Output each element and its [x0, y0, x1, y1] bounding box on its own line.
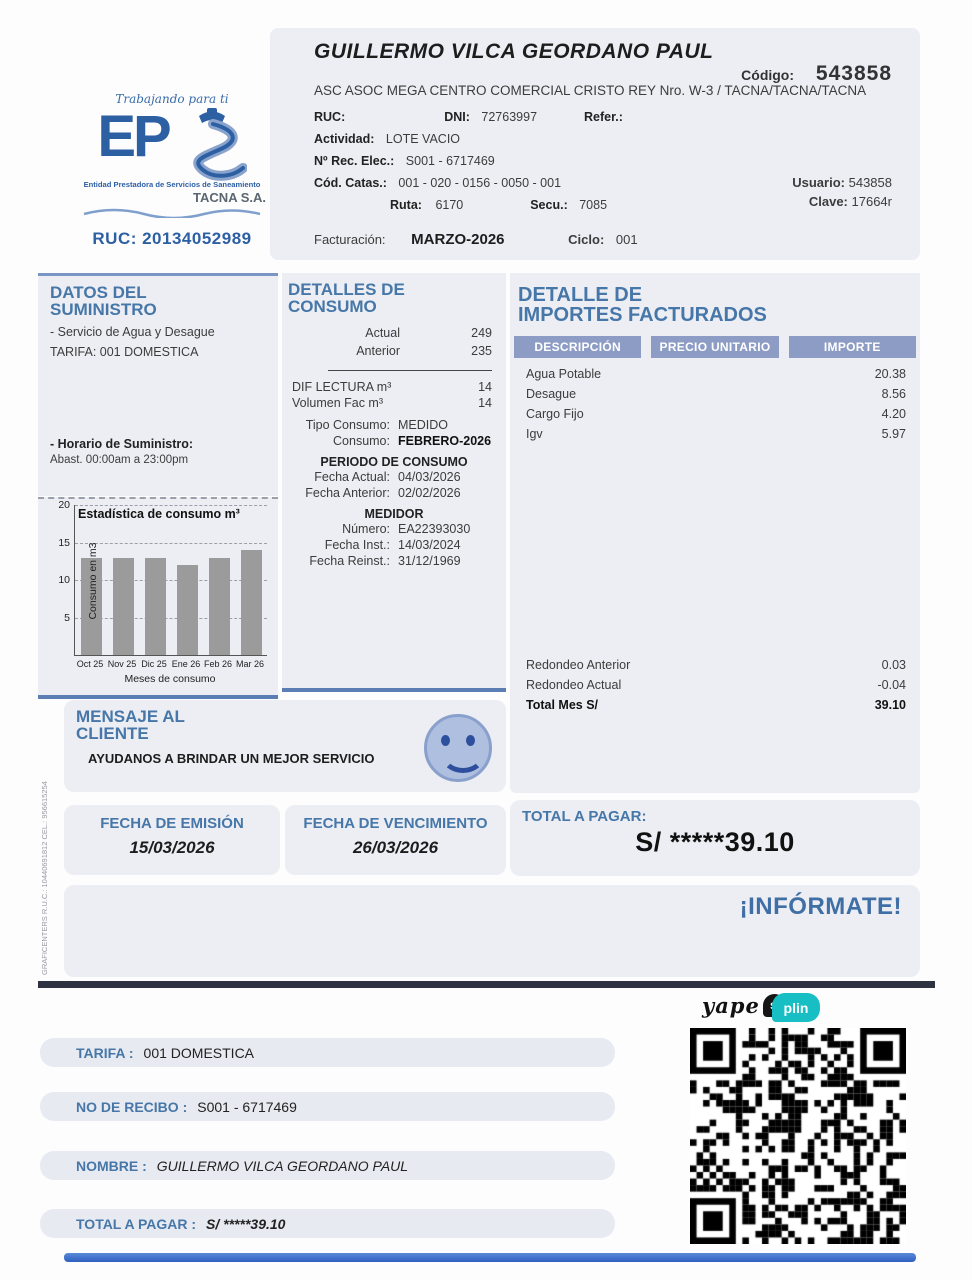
rec-elec-value: S001 - 6717469 [405, 154, 495, 168]
consumption-chart [38, 497, 278, 699]
reading-divider [328, 370, 492, 371]
logo-ep-letters: EP [97, 104, 169, 169]
chart-bar [209, 558, 230, 656]
secu-label: Secu.: [530, 198, 568, 212]
stub-row: NOMBRE : GUILLERMO VILCA GEORDANO PAUL [40, 1151, 615, 1180]
summary-row: Redondeo Anterior 0.03 [526, 658, 906, 672]
total-to-pay-label: TOTAL A PAGAR: [522, 808, 647, 825]
billed-amounts-panel [510, 273, 920, 793]
logo-ruc: RUC: 20134052989 [92, 229, 252, 248]
row-cod-catas [314, 176, 561, 190]
clave-value: 17664r [851, 194, 892, 209]
due-date-value: 26/03/2026 [352, 838, 439, 857]
emission-date-label: FECHA DE EMISIÓN [100, 815, 244, 832]
usuario-label: Usuario: [792, 175, 845, 190]
table-row: Igv 5.97 [526, 426, 906, 441]
reading-anterior: Anterior 235 [356, 343, 492, 358]
chart-ytick: 5 [64, 611, 70, 624]
due-date-label: FECHA DE VENCIMIENTO [303, 815, 488, 832]
chart-xtick: Nov 25 [107, 659, 137, 669]
summary-row: Redondeo Actual -0.04 [526, 678, 906, 692]
ciclo-value: 001 [615, 232, 638, 247]
plin-logo: plin [772, 993, 820, 1022]
codigo-value: 543858 [815, 62, 892, 85]
emission-date-value: 15/03/2026 [129, 838, 215, 857]
chart-xlabel: Meses de consumo [124, 673, 216, 685]
consumption-title: DETALLES DE CONSUMO [288, 280, 405, 317]
total-to-pay-box [510, 800, 920, 876]
eps-logo [74, 92, 270, 249]
chart-xtick: Feb 26 [203, 659, 233, 669]
smiley-face-icon [424, 714, 492, 782]
fecha-anterior: Fecha Anterior: 02/02/2026 [305, 485, 461, 500]
wave-icon [82, 208, 262, 218]
chart-xtick: Dic 25 [141, 659, 167, 669]
supply-service: - Servicio de Agua y Desague [50, 324, 215, 339]
ruta-label: Ruta: [390, 198, 422, 212]
logo-company: TACNA S.A. [193, 190, 266, 205]
stub-row: TOTAL A PAGAR : S/ *****39.10 [40, 1209, 615, 1238]
separator-bar [38, 981, 935, 988]
ciclo-label: Ciclo: [568, 232, 605, 247]
fecha-inst: Fecha Inst.: 14/03/2024 [324, 537, 461, 552]
row-ruc-dni-refer [314, 110, 623, 124]
chart-ytick: 15 [58, 536, 70, 549]
due-date-box [285, 805, 506, 875]
billing-rows [510, 364, 920, 444]
chart-ytick: 20 [58, 499, 70, 511]
consumo-mes: Consumo: FEBRERO-2026 [333, 433, 492, 448]
column-header: DESCRIPCIÓN [514, 336, 641, 358]
chart-bar [145, 558, 166, 656]
reading-actual: Actual 249 [365, 325, 492, 340]
bottom-blue-bar [64, 1253, 916, 1262]
medidor-numero: Número: EA22393030 [342, 521, 471, 536]
summary-row: Total Mes S/ 39.10 [526, 698, 906, 712]
row-actividad [314, 132, 460, 146]
row-rec-elec [314, 154, 495, 168]
chart-xticks [74, 659, 266, 669]
billing-column-headers [514, 336, 916, 358]
supply-title: DATOS DEL SUMINISTRO [50, 283, 157, 320]
chart-bar [113, 558, 134, 656]
header-account-panel [270, 28, 920, 260]
actividad-label: Actividad: [314, 132, 375, 146]
payment-qr-code [690, 1028, 906, 1244]
column-header: IMPORTE [789, 336, 916, 358]
secu-value: 7085 [579, 198, 608, 212]
chart-title: Estadística de consumo m³ [78, 507, 240, 521]
chart-xtick: Ene 26 [171, 659, 201, 669]
consumption-details-panel [282, 273, 506, 692]
billing-title: DETALLE DE IMPORTES FACTURADOS [518, 284, 767, 327]
row-ruta-secu [390, 198, 607, 212]
customer-name: GUILLERMO VILCA GEORDANO PAUL [314, 40, 714, 63]
row-facturacion [314, 231, 638, 248]
message-title: MENSAJE AL CLIENTE [76, 707, 185, 744]
logo-subtitle: Entidad Prestadora de Servicios de Saneamiento [83, 180, 261, 189]
printer-credit-vertical-text: GRAFICENTERS R.U.C.: 10440691812 CEL.: 956615254 [40, 781, 49, 975]
usuario-clave [792, 173, 892, 211]
clave-label: Clave: [808, 194, 848, 209]
chart-bars [75, 505, 267, 655]
informate-text: ¡INFÓRMATE! [739, 893, 902, 920]
ruc-label: RUC: [314, 110, 346, 124]
water-s-faucet-icon [169, 106, 247, 189]
tipo-consumo: Tipo Consumo: MEDIDO [305, 417, 448, 432]
customer-address: ASC ASOC MEGA CENTRO COMERCIAL CRISTO REY Nro. W-3 / TACNA/TACNA/TACNA [314, 83, 867, 98]
dni-value: 72763997 [481, 110, 538, 124]
stub-row: TARIFA : 001 DOMESTICA [40, 1038, 615, 1067]
total-to-pay-value: S/ *****39.10 [635, 827, 795, 857]
periodo-title: PERIODO DE CONSUMO [320, 454, 468, 469]
stub-row: NO DE RECIBO : S001 - 6717469 [40, 1092, 615, 1121]
chart-xtick: Mar 26 [235, 659, 264, 669]
table-row: Desague 8.56 [526, 386, 906, 401]
usuario-value: 543858 [848, 175, 892, 190]
facturacion-value: MARZO-2026 [411, 231, 505, 248]
logo-tagline: Trabajando para ti [115, 92, 229, 106]
fecha-actual: Fecha Actual: 04/03/2026 [314, 469, 461, 484]
supply-tarifa: TARIFA: 001 DOMESTICA [50, 344, 199, 359]
facturacion-label: Facturación: [314, 232, 386, 247]
chart-ylabel: Consumo en m3 [87, 542, 99, 620]
fecha-reinst: Fecha Reinst.: 31/12/1969 [309, 553, 461, 568]
cod-catas-label: Cód. Catas.: [314, 176, 387, 190]
rec-elec-label: Nº Rec. Elec.: [314, 154, 395, 168]
codigo-label: Código: [741, 67, 795, 83]
chart-ytick: 10 [58, 574, 70, 586]
ruta-value: 6170 [435, 198, 464, 212]
supply-schedule-label: - Horario de Suministro: [50, 436, 194, 451]
customer-message-panel [64, 700, 506, 792]
supply-data-panel [38, 273, 278, 496]
actividad-value: LOTE VACIO [385, 132, 461, 146]
message-body: AYUDANOS A BRINDAR UN MEJOR SERVICIO [88, 750, 375, 766]
chart-bar [177, 565, 198, 655]
dni-label: DNI: [444, 110, 470, 124]
billing-summary [510, 655, 920, 715]
cod-catas-value: 001 - 020 - 0156 - 0050 - 001 [398, 176, 562, 190]
table-row: Agua Potable 20.38 [526, 366, 906, 381]
emission-date-box [64, 805, 280, 875]
chart-xtick: Oct 25 [76, 659, 104, 669]
refer-label: Refer.: [584, 110, 623, 124]
yape-wordmark: yape [702, 993, 760, 1018]
volumen-fac: Volumen Fac m³ 14 [292, 395, 492, 410]
table-row: Cargo Fijo 4.20 [526, 406, 906, 421]
chart-plot-area [58, 499, 267, 656]
supply-schedule-value: Abast. 00:00am a 23:00pm [50, 453, 189, 466]
dif-lectura: DIF LECTURA m³ 14 [292, 379, 492, 394]
medidor-title: MEDIDOR [364, 506, 424, 521]
column-header: PRECIO UNITARIO [651, 336, 778, 358]
chart-bar [241, 550, 262, 655]
informate-panel [64, 885, 920, 977]
